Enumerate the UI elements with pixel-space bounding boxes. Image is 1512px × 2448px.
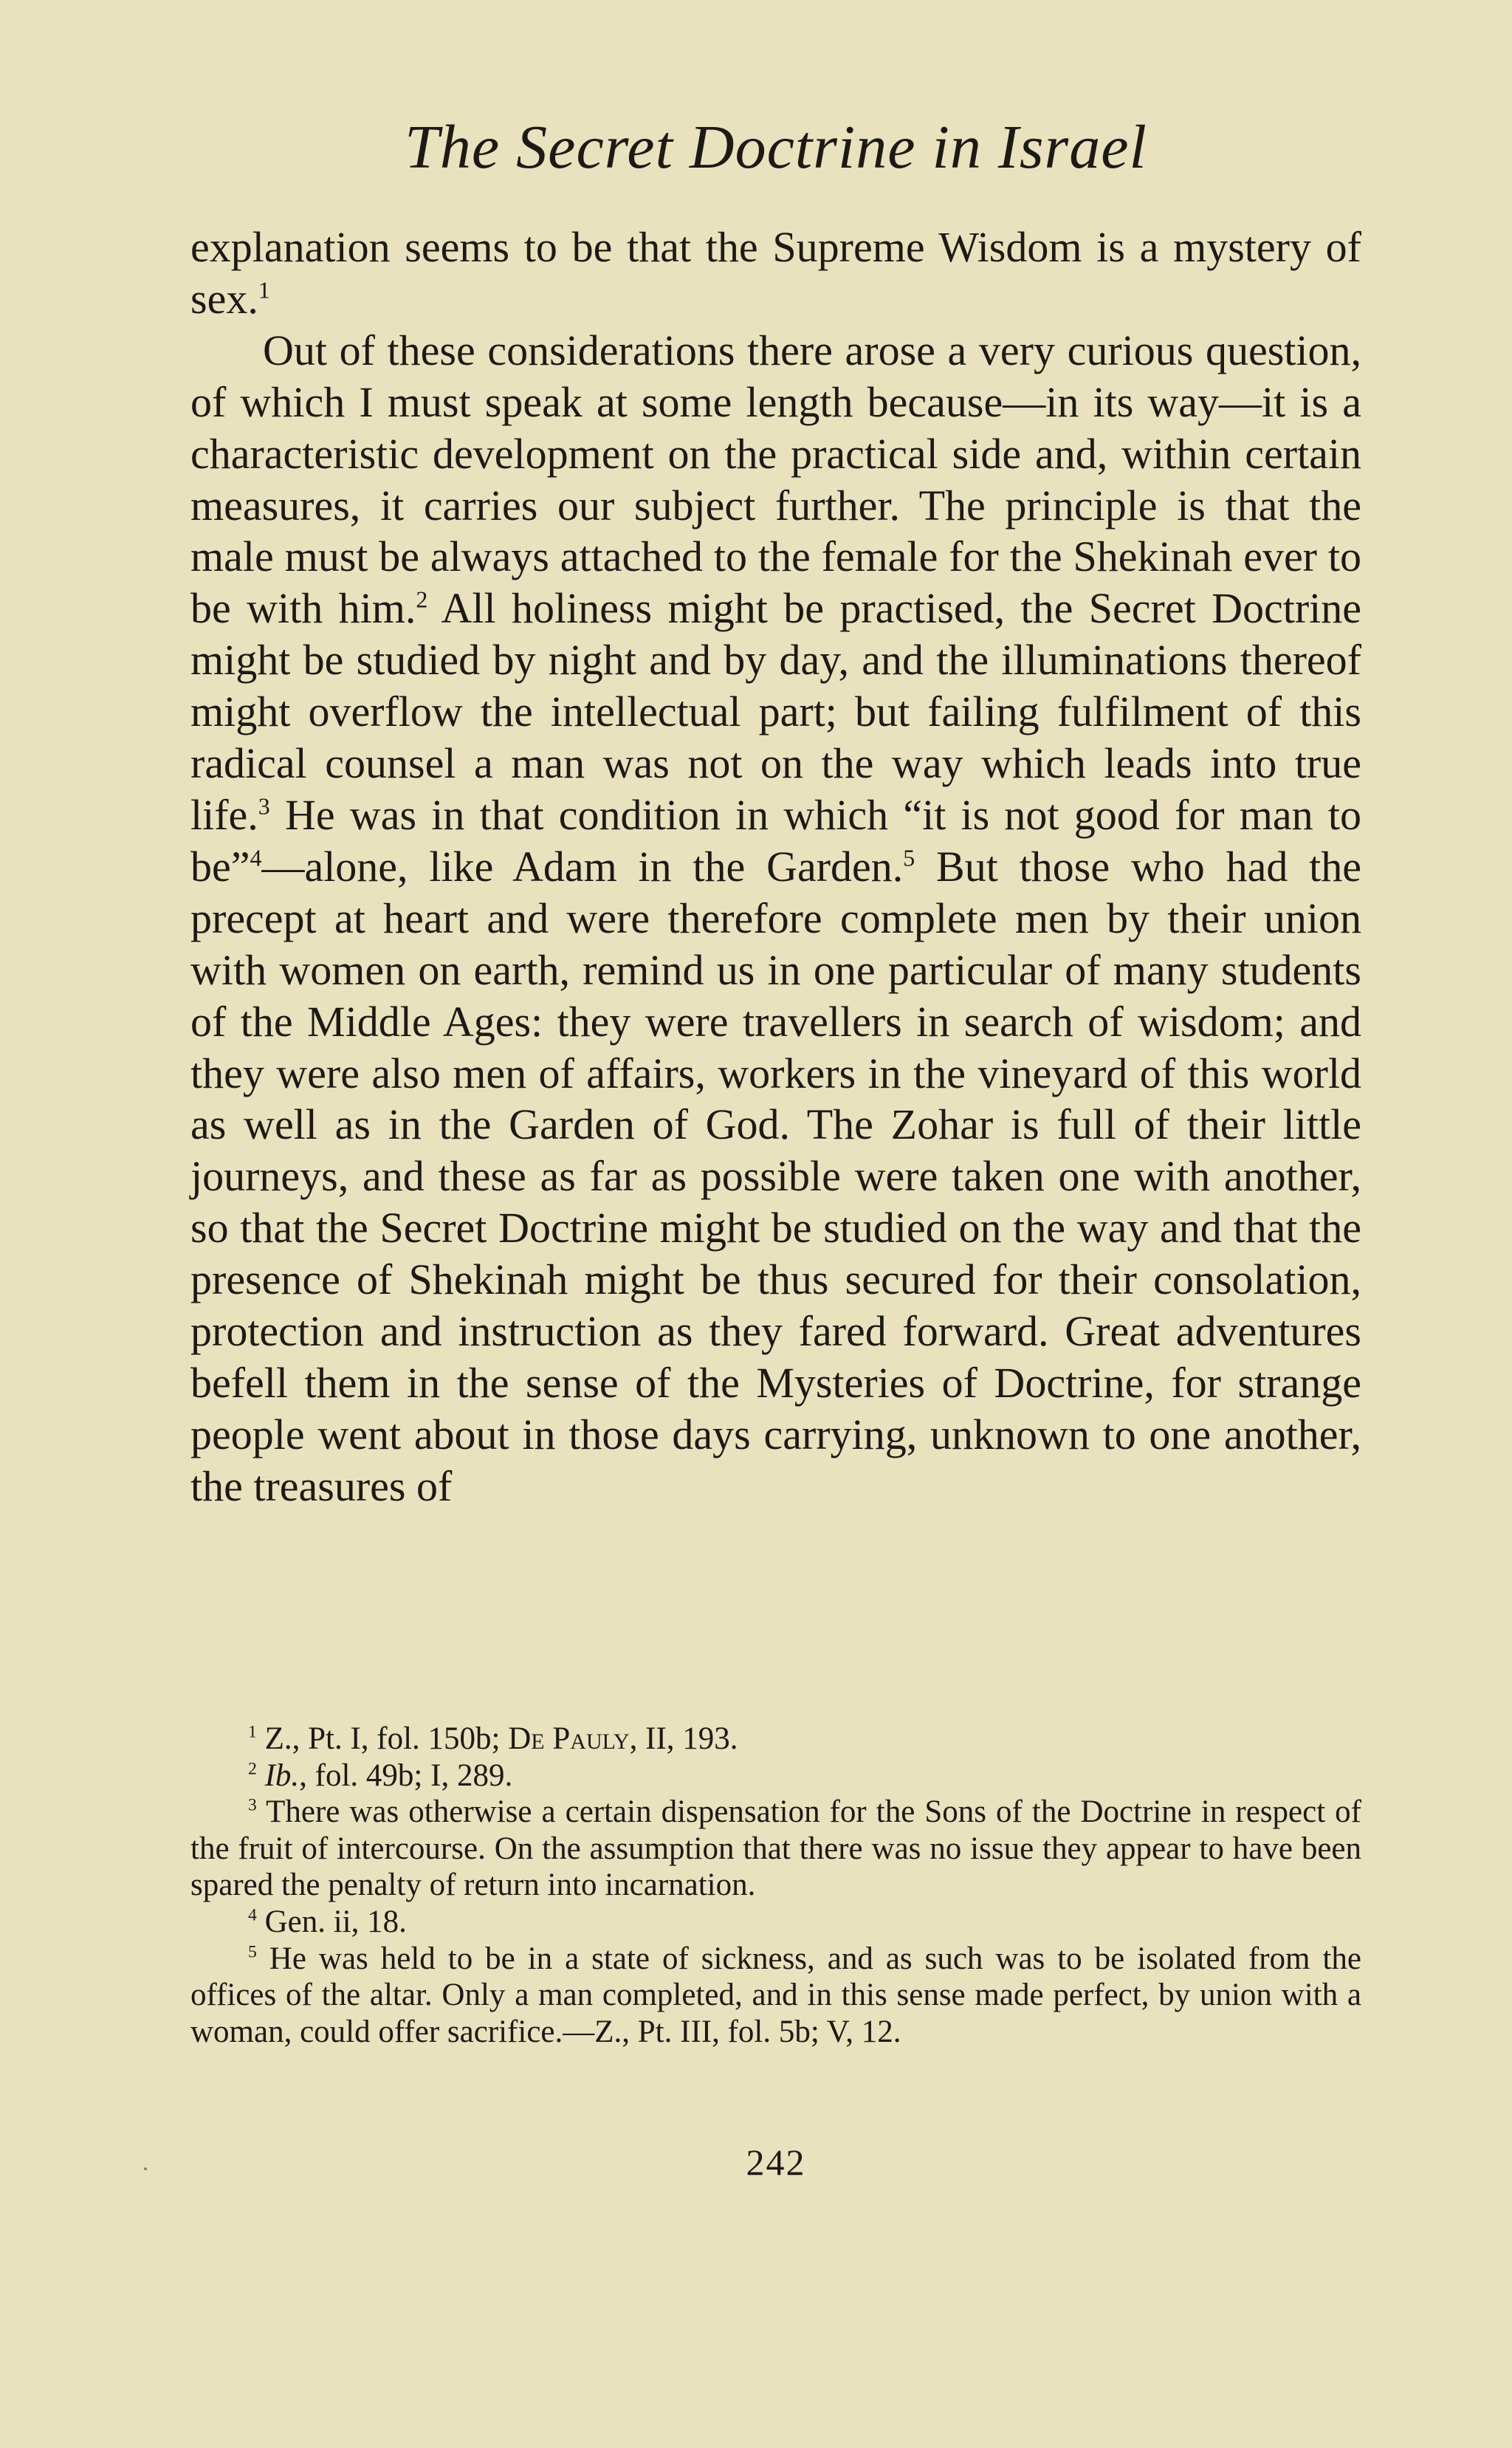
footnote-2-ibid: Ib. <box>264 1758 300 1793</box>
paragraph-1 <box>190 222 1361 325</box>
footnote-2-number: 2 <box>248 1759 257 1779</box>
footnote-5-text: He was held to be in a state of sickness, and as such was to be isolated from the offices of the altar. Only a man completed, and in this sense made perfect, by union with a woman, could offer sacrifice.—Z., Pt. III, fol. 5b; V, 12. <box>190 1941 1361 2049</box>
running-head: The Secret Doctrine in Israel <box>405 113 1147 182</box>
footnote-3-text: There was otherwise a certain dispensation for the Sons of the Doctrine in respect of the fruit of intercourse. On the assumption that there was no issue they appear to have been spared the penalty of return into incarnation. <box>190 1794 1361 1903</box>
footnote-2 <box>190 1758 1361 1794</box>
footnotes <box>190 1721 1361 2050</box>
page-number: 242 <box>746 2142 806 2183</box>
footnote-ref-3[interactable]: 3 <box>258 793 270 820</box>
footnote-3 <box>190 1794 1361 1904</box>
paragraph-1-text: explanation seems to be that the Supreme Wisdom is a mystery of sex. <box>190 223 1361 323</box>
footnote-4 <box>190 1904 1361 1941</box>
paragraph-2-text-a: Out of these considerations there arose a very curious question, of which I must speak at some length because—in its way—it is a characteristic development on the practical side and, within certain measures, it carries our subject further. The principle is that the male must be always attached to the female for the Shekinah ever to be with him. <box>190 326 1361 633</box>
paragraph-2-text-d: —alone, like Adam in the Garden. <box>261 842 904 891</box>
footnote-ref-5[interactable]: 5 <box>903 845 915 871</box>
footnote-ref-4[interactable]: 4 <box>250 845 262 871</box>
footnote-2-text: , fol. 49b; I, 289. <box>299 1758 513 1793</box>
footnote-1 <box>190 1721 1361 1758</box>
paragraph-2-text-e: But those who had the precept at heart and were therefore complete men by their union with women on earth, remind us in one particular of many students of the Middle Ages: they were travellers in search of wisdom; and they were also men of affairs, workers in the vineyard of this world as well as in the Garden of God. The Zohar is full of their little journeys, and these as far as possible were taken one with another, so that the Secret Doctrine might be studied on the way and that the presence of Shekinah might be thus secured for their consolation, protection and instruction as they fared forward. Great adventures befell them in the sense of the Mysteries of Doctrine, for strange people went about in those days carrying, unknown to one another, the treasures of <box>190 842 1361 1510</box>
paragraph-2-text-c: He was in that condition in which “it is not good for man to be” <box>190 790 1361 891</box>
main-text <box>190 222 1361 1512</box>
footnote-1-text: Z., Pt. I, fol. 150b; <box>264 1721 509 1756</box>
footnote-5-number: 5 <box>248 1942 257 1962</box>
footnote-1-author: De Pauly <box>508 1721 630 1756</box>
footnote-ref-2[interactable]: 2 <box>416 587 428 614</box>
footnote-4-number: 4 <box>248 1905 257 1925</box>
footnote-ref-1[interactable]: 1 <box>258 277 270 304</box>
footnote-5 <box>190 1941 1361 2051</box>
footnote-1-text-end: , II, 193. <box>629 1721 738 1756</box>
paragraph-2-text-b: All holiness might be practised, the Secret Doctrine might be studied by night and by day, and the illuminations thereof might overflow the intellectual part; but failing fulfilment of this radical counsel a man was not on the way which leads into true life. <box>190 584 1361 839</box>
footnote-3-number: 3 <box>248 1795 257 1815</box>
footnote-4-text: Gen. ii, 18. <box>264 1904 407 1939</box>
paper-speck <box>144 2167 147 2170</box>
footnote-1-number: 1 <box>248 1722 257 1742</box>
paragraph-2 <box>190 325 1361 1512</box>
